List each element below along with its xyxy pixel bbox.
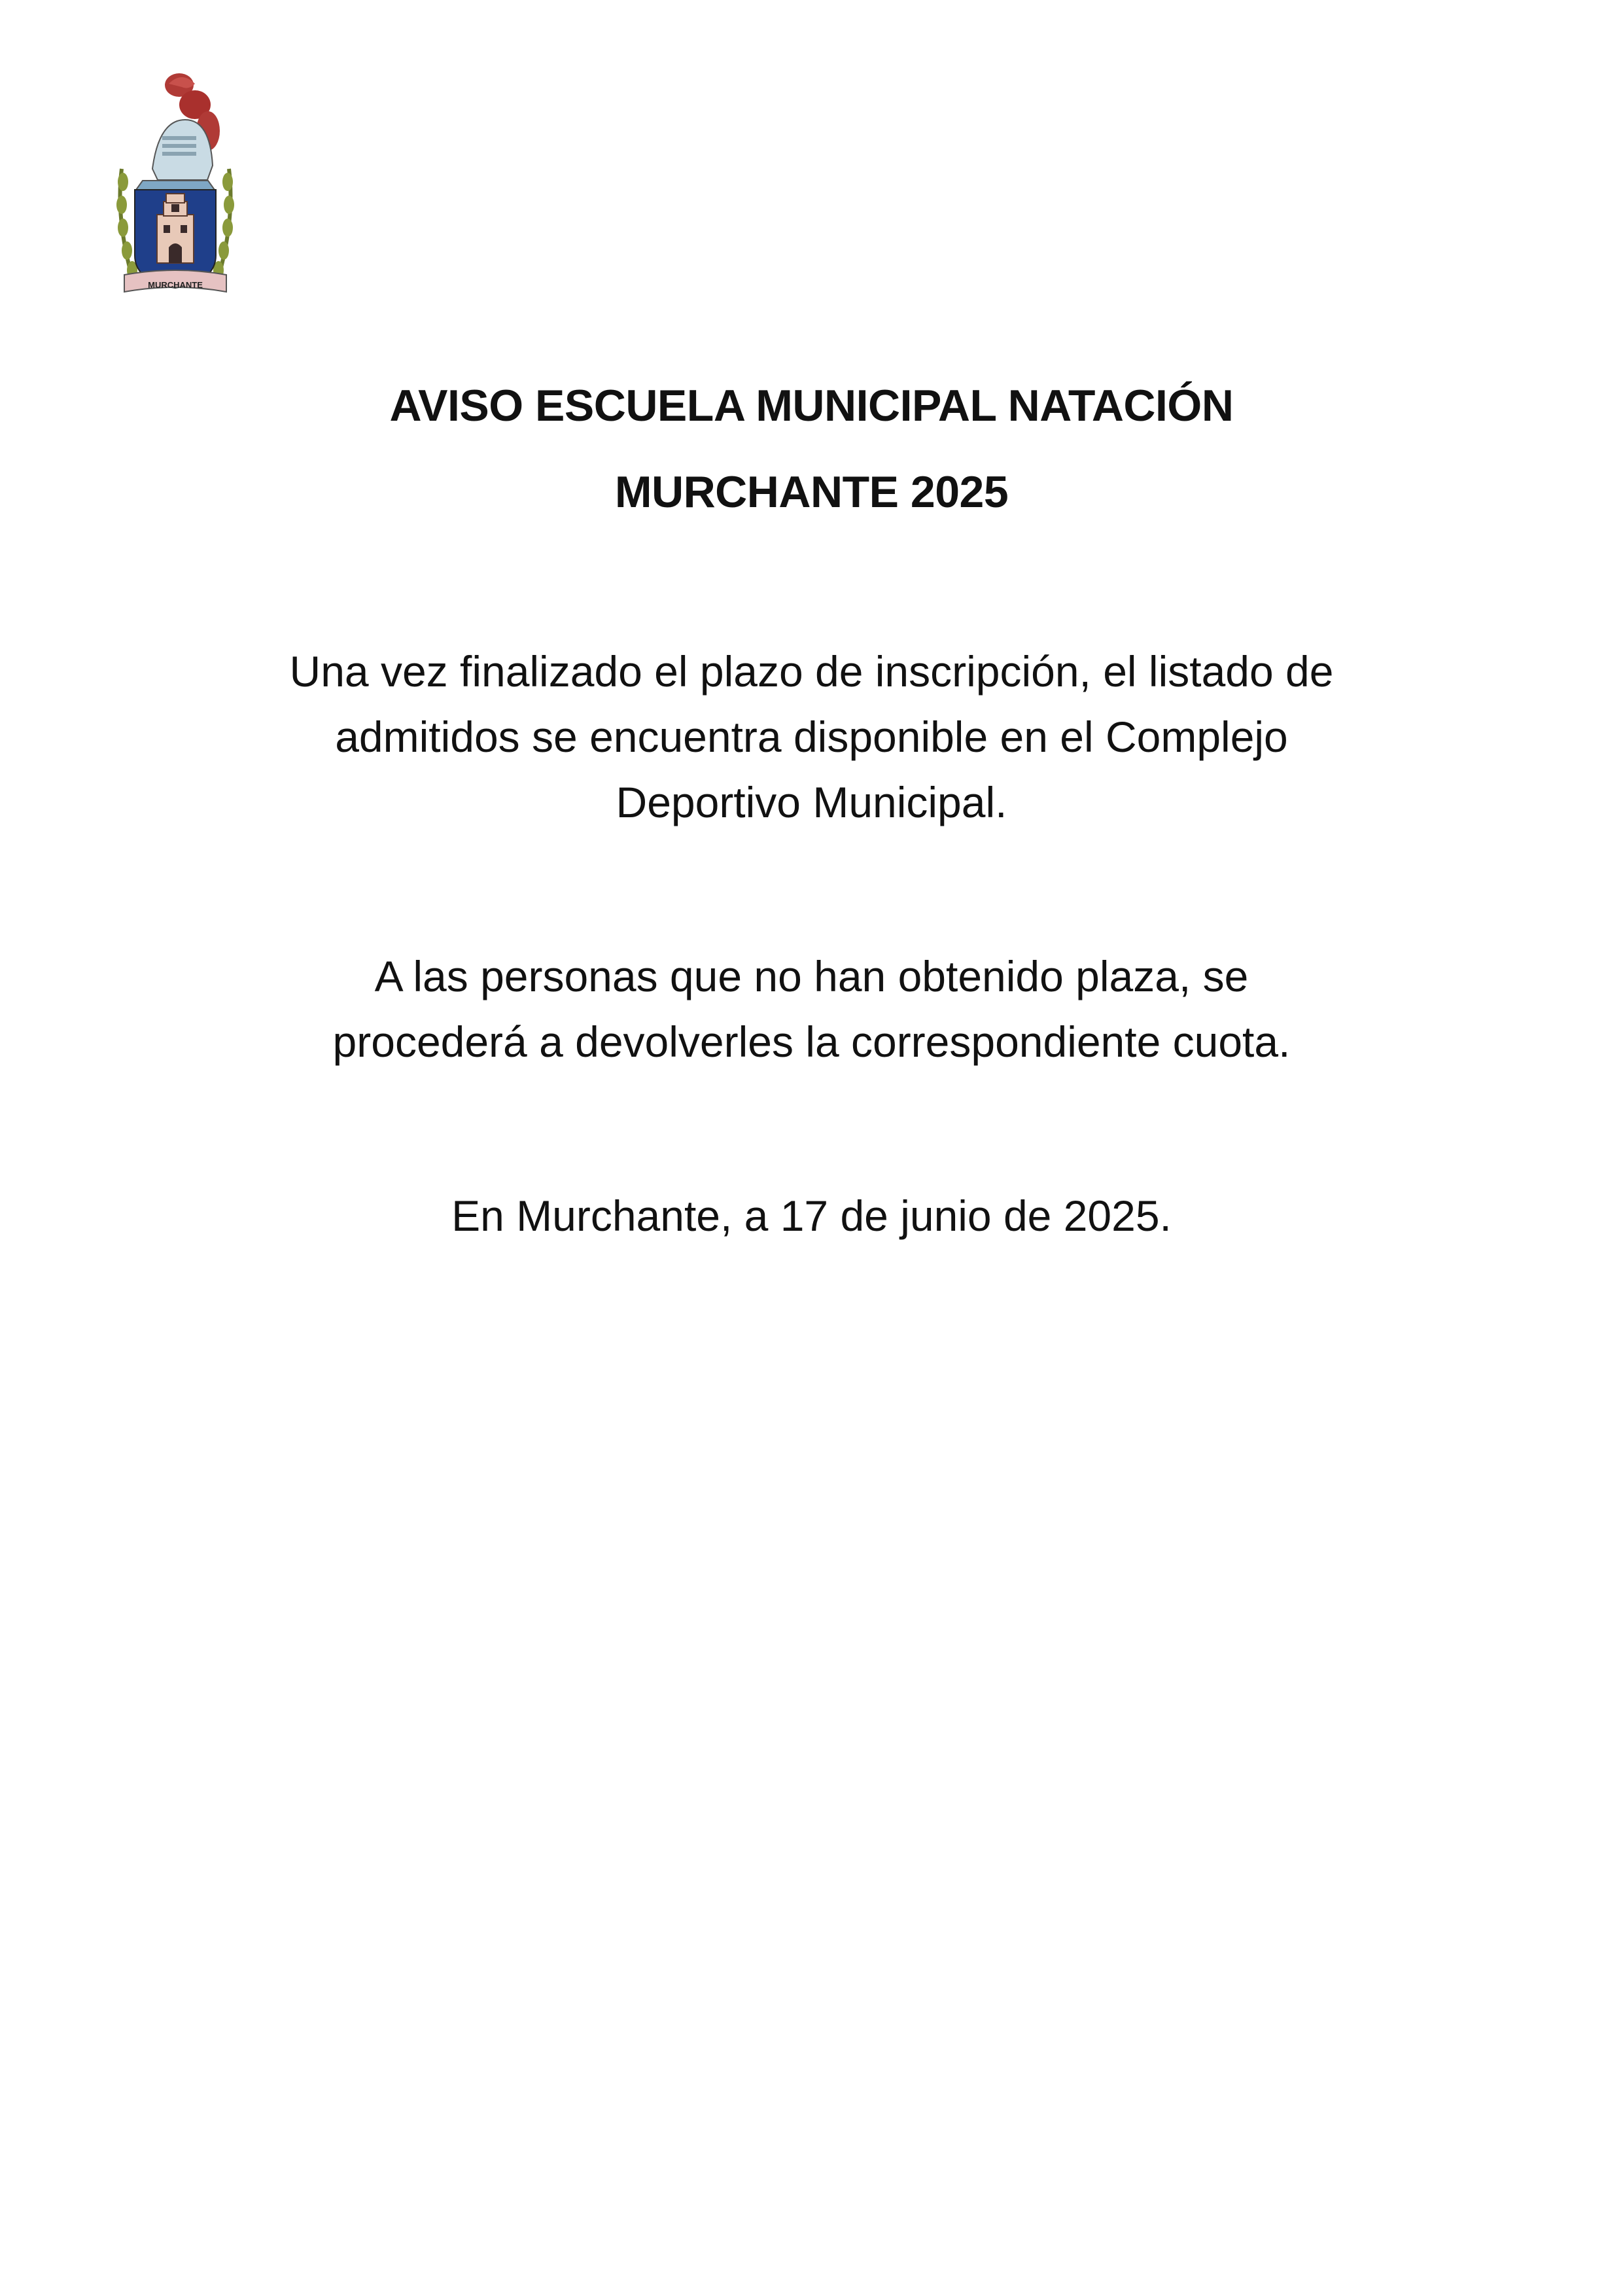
municipal-crest-logo	[116, 71, 234, 300]
paragraph-line: admitidos se encuentra disponible en el Complejo	[335, 713, 1288, 761]
paragraph-line: Deportivo Municipal.	[616, 778, 1007, 826]
paragraph-line: procederá a devolverles la correspondiente cuota.	[332, 1017, 1291, 1066]
paragraph-line: Una vez finalizado el plazo de inscripción, el listado de	[289, 647, 1334, 696]
notice-title-line-1: AVISO ESCUELA MUNICIPAL NATACIÓN	[389, 381, 1234, 431]
notice-paragraph-admitted-list	[196, 639, 1427, 835]
svg-text:MURCHANTE: MURCHANTE	[148, 280, 203, 290]
notice-paragraph-refund	[196, 944, 1427, 1074]
closing-line: En Murchante, a 17 de junio de 2025.	[451, 1192, 1172, 1240]
crest-helmet	[136, 120, 215, 190]
crest-motto-scroll	[124, 270, 226, 292]
notice-date-closing	[196, 1183, 1427, 1248]
notice-title-line-2: MURCHANTE 2025	[614, 467, 1009, 517]
paragraph-line: A las personas que no han obtenido plaza, se	[374, 952, 1249, 1000]
